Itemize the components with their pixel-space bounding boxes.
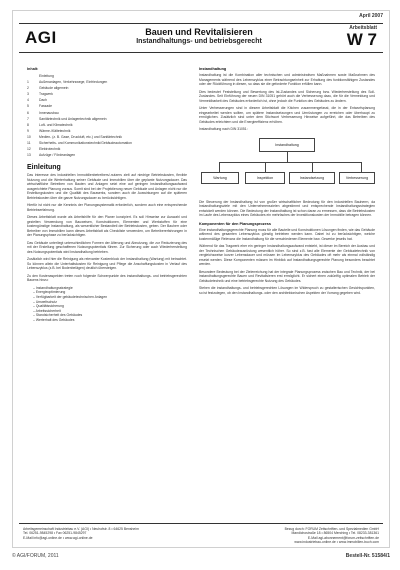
list-item: – Standsicherheit des Gebäudes (33, 313, 187, 318)
footer-line: www.industriebau-online.de • www.immobilien-buch.com (294, 540, 379, 545)
footer (19, 523, 383, 547)
diagram-node-verbesserung: Verbesserung (339, 172, 375, 184)
sheet-code: W 7 (346, 30, 377, 49)
focus-list (33, 286, 187, 323)
diagram-connector (219, 162, 220, 172)
toc-item-number: 5 (27, 104, 29, 109)
toc-item-label: Außenanlagen, Verkehrswege, Einfriedungen (39, 80, 108, 85)
toc-item-label: Luft- und Klimatechnik (39, 122, 73, 127)
toc-item-number: 9 (27, 128, 29, 133)
diagram-connector (265, 162, 266, 172)
publisher-info (23, 527, 139, 540)
issue-date: April 2007 (359, 13, 383, 19)
paragraph: Instandhaltung nach DIN 31051: (199, 127, 248, 131)
toc-item-label: Medien- (z. B. Gase, Druckluft, etc.) und Sanitärtechnik (39, 134, 122, 139)
toc-item-label: Tragwerk (39, 92, 54, 97)
toc-item-label: Aufzüge / Fördeanlagen (39, 153, 76, 158)
diagram-node-inspektion: Inspektion (245, 172, 285, 184)
toc-item-number: 12 (27, 147, 31, 152)
footer-line: Mandichostraße 18 • 86504 Merching • Tel. 08233-381361 (291, 531, 379, 536)
paragraph: Die Steuerung der Instandhaltung ist von großer wirtschaftlicher Bedeutung für den industriellen Bauherrn, da Instandhaltungsziele mit den Unternehmenszielen abgestimmt und entsprechende Instandhaltungsstrategien entwickelt werden können. Die Bedeutung der Instandhaltung ist schon daran zu ermessen, dass die Betriebskosten im Laufe des Lebenszyklus eines Gebäudes ein mehrfaches der Investitionskosten der Immobilie betragen können. (199, 199, 375, 217)
paragraph: Unter Verbesserungen sind in diesem Arbeitsblatt die Kitchen zusammengefasst, die in der Entwurfsplanung eingearbeitet werden sollten, um spätere Instandsetzungen und Umrüstungen zu erreichen oder überhaupt zu ermöglichen. Zusätzlich sind unter dem Stichwort Verbesserung Hinweise aufgeführt, die das Betreiben des Gebäudes erleichtern und die Energieeffizienz erhöhen. (199, 106, 375, 124)
document-title: Bauen und Revitalisieren (145, 27, 253, 37)
diagram-connector (361, 162, 362, 172)
footer-line: Bezug durch: FORUM Zeitschriften- und Spezialmedien GmbH (284, 527, 379, 531)
toc-item-number: 3 (27, 92, 29, 97)
diagram-node-instandsetzung: Instandsetzung (289, 172, 335, 184)
list-item: – Energieoptimierung (33, 290, 187, 295)
paragraph: Besondere Bedeutung bei der Zielerreichung hat der integrale Planungsprozess zwischen Bau und Technik, der bei instandhaltungsgerechte Bauen und Revitalisieren erst ermöglicht. Er sichert einen zukünftig optimalen Betrieb der Gebäudetechnik und eine betriebsgerechte Nutzung des Gebäudes. (199, 269, 375, 283)
footer-line: Arbeitsgemeinschaft Industriebau e.V. (AGI) • Neuhofstr. 8 • 64625 Bensheim (23, 527, 139, 531)
diagram-connector (312, 162, 313, 172)
toc-item-number: 8 (27, 122, 29, 127)
list-item: – Verfügbarkeit der gebäudetechnischen Anlagen (33, 295, 187, 300)
header-band (19, 23, 383, 53)
toc-item-label: Dach (39, 98, 47, 103)
toc-item-label: Wärme-/Kältetechnik (39, 128, 71, 133)
table-of-contents (27, 73, 187, 158)
toc-item-number: 7 (27, 116, 29, 121)
toc-item-number: 4 (27, 98, 29, 103)
list-item: – Umweltschutz (33, 300, 187, 305)
list-item: – Instandhaltungsstrategie (33, 286, 187, 291)
section-title-einleitung: Einleitung (27, 164, 61, 172)
left-column (27, 67, 187, 326)
diagram-connector (219, 162, 361, 163)
document-subtitle: Instandhaltungs- und betriebsgerecht (136, 38, 262, 45)
toc-item-number: 1 (27, 80, 29, 85)
heading-komponenten: Komponenten für den Planungsprozess (199, 221, 271, 226)
distributor-info (285, 527, 379, 545)
toc-item (27, 152, 187, 158)
right-column (199, 67, 375, 298)
steuerung-paragraphs (199, 200, 375, 218)
list-item: – Arbeitssicherheit (33, 309, 187, 314)
list-item: – Qualitätssicherung (33, 304, 187, 309)
sheet-label: Arbeitsblatt (349, 25, 377, 31)
paragraph: Hierfür ist nicht nur die Kenntnis der Planungssystematik erforderlich, sondern auch eine entsprechende Betriebserfahrung. (27, 203, 187, 212)
paragraph: Dies bedeutet Feststellung und Bewertung des Ist-Zustandes und Sicherung bzw. Wiederherstellung des Soll-Zustandes. Seit Einführung der neuen DIN 31051 gehört auch die Verbesserung dazu, die für die Vermeidung und Vermeidbarkeit des Gebäudes erforderlich ist, ohne jedoch die Funktion des Gebäudes zu ändern. (199, 89, 375, 103)
intro-paragraphs (27, 173, 187, 283)
footer-line: Tel. 06251-9845298 • Fax 06251-9845297 (23, 531, 87, 536)
toc-item-number: 13 (27, 153, 31, 158)
paragraph: Instandhaltung ist die Kombination aller technischen und administrativen Maßnahmen sowie Maßnahmen des Managements während des Lebenszyklus einer Betrachtungseinheit zur Erhaltung des funktionsfähigen Zustandes oder der Rückführung in diesen, so dass sie die geforderte Funktion erfüllen kann. (199, 73, 375, 86)
order-number: Bestell-Nr. 51584/1 (345, 553, 390, 559)
toc-item-label: Fassade (39, 104, 53, 109)
toc-item-label: Sanitärtechnik und Anlagentechnik allgemein (39, 116, 107, 121)
toc-item-number: 11 (27, 141, 31, 146)
paragraph: Während für das Tragwerk eher ein geringer Instandhaltungsaufwand entsteht, ist dieser im Bereich der Ausbau und der Technischen Gebäudeausrüstung wesentlich höher. So sind z.B. fast alle Elemente der Gebäudetechnik von vergleichsweise kurzer Lebensdauer und müssen im Lebenszyklus des Gebäudes oft mehr als einmal vollständig ersetzt werden. Diese Komponenten müssen im Hinblick auf Instandhaltungsgerechte Planung besonders beachtet werden. (199, 244, 375, 266)
agi-logo: AGI (25, 28, 57, 47)
diagram-connector (287, 152, 288, 162)
document-page (12, 10, 390, 548)
paragraph: Eine instandhaltungsgerechte Planung muss für alle Bauteile und Konstruktionen Lösungen finden, wie das Gebäude während des gesamten Lebenszyklus günstig betrieben werden kann. Dabei ist zu berücksichtigen, welche kostenmäßige Relevanz die Instandhaltung für die verschiedenen Elemente bzw. Gewerke jeweils hat. (199, 227, 375, 241)
toc-item-label: Einleitung (39, 74, 54, 78)
toc-item-number: 10 (27, 134, 31, 139)
toc-item-number: 6 (27, 110, 29, 115)
paragraph: Zu den Kostenaspekten treten noch folgende Schwerpunkte des instandhaltungs- und betriebsgerechten Bauens hinzu: (27, 273, 187, 283)
din-31051-diagram (199, 136, 375, 194)
komponenten-paragraphs (199, 228, 375, 296)
toc-item-number: 2 (27, 86, 29, 91)
heading-instandhaltung: Instandhaltung (199, 67, 227, 71)
toc-item-label: Innenausbau (39, 110, 59, 115)
instandhaltung-paragraphs (199, 73, 375, 132)
toc-heading: Inhalt: (27, 67, 39, 71)
footer-line: E-Mail agi-abonnement@forum-zeitschriften.de (307, 535, 379, 540)
paragraph: Zusätzlich wird hier die Reinigung als relevanter Kostenblock der Instandhaltung (Wartung) mit betrachtet. So können allein die Unterhaltskosten für Reinigung und Pflege die Anschaffungskosten in Verlauf des Lebenszyklus (z.B. bei Bodenbelägen) deutlich übersteigen. (27, 257, 187, 271)
diagram-node-top: Instandhaltung (259, 138, 315, 152)
list-item: – Werterhalt des Gebäudes (33, 318, 187, 323)
toc-item-label: Gebäude allgemein (39, 86, 69, 91)
paragraph: Dieses Arbeitsblatt wurde als Arbeitshilfe für den Planer konzipiert. Es soll Hinweise zur Auswahl und gezielten Verwendung von Bauweisen, Konstruktionen, Elementen und Werkstoffen für eine kostengünstige Instandhaltung, als wesentlicher Bestandteil der Betriebskosten, geben. Der Bauherr oder Betreiber von Immobilien kann dieses Arbeitsblatt als Checkliste verwenden, um Betreibererfahrungen in der Planungsphase zu berücksichtigen. (27, 215, 187, 238)
diagram-node-wartung: Wartung (201, 172, 239, 184)
toc-item-label: Elektrotechnik (39, 147, 61, 152)
paragraph: Stehen die instandhaltungs- und betriebsgerechten Lösungen im Widerspruch zu gestalterischen Gesichtspunkten, so ist festzulegen, ob den Instandhaltungs- oder den architektonischen Aspekten der Vorrang gegeben wird. (199, 286, 375, 295)
footer-line: E-Mail info@agi-online.de • www.agi-online.de (23, 535, 93, 540)
copyright-notice: © AGI/FORUM, 2011 (12, 553, 59, 559)
toc-item-label: Sicherheits- und Kommunikationstechnik/Gebäudeautomation (39, 141, 132, 146)
paragraph: Das Interesse des industriellen Immobilienbetreibers/-nutzers zielt auf niedrige Betriebskosten, flexible Nutzung und die Werterhaltung seiner Gebäude und Immobilien über die geplante Nutzungsdauer. Das wirtschaftliche Betreiben von Bauten und Anlagen setzt eine auf geringen Instandhaltungsaufwand ausgerichtete Planung voraus. Somit sind bei der Projektierung neuer Gebäude und Anlagen nicht nur die Erstellungskosten und die Qualität des Bauwerks, sondern auch die Auswirkungen auf die späteren Betriebskosten über die ganze Nutzungsdauer zu berücksichtigen. (27, 173, 187, 200)
paragraph: Das Gebäude unterliegt unterschiedlichen Formen der Alterung und Abnutzung, die zur Reduzierung des mit der Erstellung geschaffenen Nutzungspotentials führen. Zur Sicherung oder auch Wiederherstellung des Nutzungspotentials wird Instandhaltung betrieben. (27, 240, 187, 254)
sheet-id-block (347, 25, 377, 49)
title-block (79, 27, 319, 45)
